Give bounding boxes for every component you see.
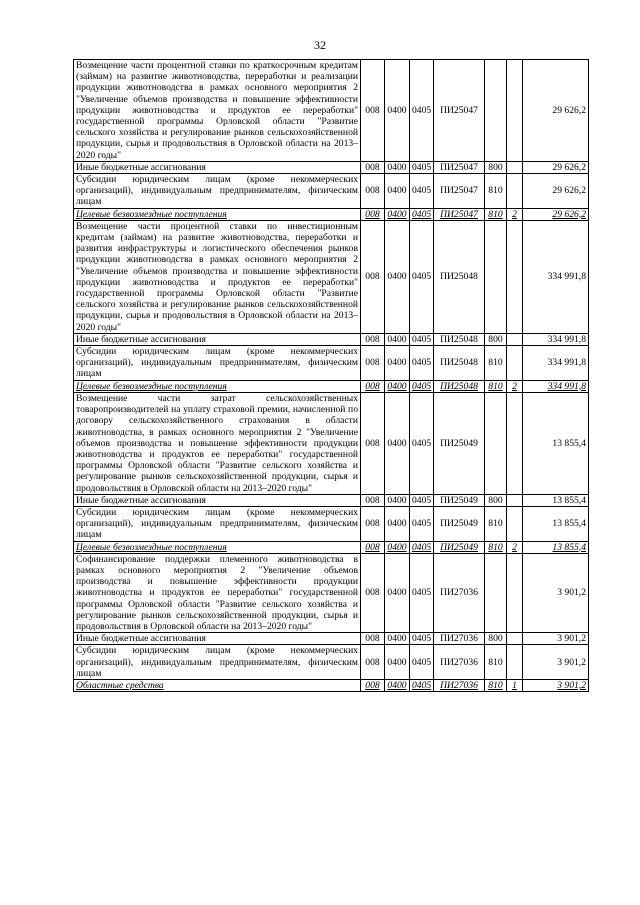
funding-source-code	[507, 220, 523, 333]
table-row	[74, 541, 589, 553]
ministry-code: 008	[361, 494, 385, 506]
section-code: 0400	[385, 346, 410, 381]
funding-source-code	[507, 633, 523, 645]
funding-source-code: 2	[507, 380, 523, 392]
row-description: Субсидии юридическим лицам (кроме некоммерческих организаций), индивидуальным предпринимателям, физическим лицам	[74, 645, 361, 680]
expense-type-code	[485, 60, 507, 162]
funding-source-code	[507, 494, 523, 506]
section-code: 0400	[385, 174, 410, 209]
target-article-code: ПИ25048	[434, 220, 485, 333]
funding-source-code: 2	[507, 208, 523, 220]
table-row	[74, 506, 589, 541]
amount-value: 3 901,2	[523, 679, 589, 691]
amount-value: 13 855,4	[523, 506, 589, 541]
subsection-code: 0405	[410, 208, 434, 220]
target-article-code: ПИ25049	[434, 506, 485, 541]
section-code: 0400	[385, 679, 410, 691]
amount-value: 3 901,2	[523, 553, 589, 632]
ministry-code: 008	[361, 633, 385, 645]
table-row	[74, 645, 589, 680]
table-row	[74, 346, 589, 381]
target-article-code: ПИ25048	[434, 333, 485, 345]
section-code: 0400	[385, 553, 410, 632]
funding-source-code	[507, 60, 523, 162]
funding-source-code	[507, 553, 523, 632]
row-description: Софинансирование поддержки племенного животноводства в рамках основного мероприятия 2 "Увеличение объемов производства и повышение эффективности продукции животноводства и продуктов ее переработки" государственной программы Орловской области "Развитие сельского хозяйства и регулирование рынков сельскохозяйственной продукции, сырья и продовольствия в Орловской области на 2013–2020 годы"	[74, 553, 361, 632]
amount-value: 29 626,2	[523, 161, 589, 173]
subsection-code: 0405	[410, 679, 434, 691]
target-article-code: ПИ25048	[434, 380, 485, 392]
subsection-code: 0405	[410, 506, 434, 541]
amount-value: 13 855,4	[523, 392, 589, 494]
row-description: Иные бюджетные ассигнования	[74, 633, 361, 645]
amount-value: 334 991,8	[523, 346, 589, 381]
expense-type-code: 810	[485, 645, 507, 680]
amount-value: 3 901,2	[523, 633, 589, 645]
target-article-code: ПИ27036	[434, 645, 485, 680]
amount-value: 29 626,2	[523, 60, 589, 162]
subsection-code: 0405	[410, 553, 434, 632]
table-row	[74, 174, 589, 209]
subsection-code: 0405	[410, 633, 434, 645]
amount-value: 334 991,8	[523, 380, 589, 392]
target-article-code: ПИ25047	[434, 60, 485, 162]
funding-source-code	[507, 392, 523, 494]
ministry-code: 008	[361, 60, 385, 162]
row-description: Возмещение части процентной ставки по краткосрочным кредитам (займам) на развитие животноводства, переработки и реализации продукции животноводства в рамках основного мероприятия 2 "Увеличение объемов производства и повышение эффективности продукции животноводства и продуктов ее переработки" государственной программы Орловской области "Развитие сельского хозяйства и регулирование рынков сельскохозяйственной продукции, сырья и продовольствия в Орловской области на 2013–2020 годы"	[74, 60, 361, 162]
funding-source-code: 2	[507, 541, 523, 553]
row-description: Иные бюджетные ассигнования	[74, 333, 361, 345]
row-description: Иные бюджетные ассигнования	[74, 494, 361, 506]
expense-type-code: 800	[485, 161, 507, 173]
subsection-code: 0405	[410, 60, 434, 162]
row-description: Субсидии юридическим лицам (кроме некоммерческих организаций), индивидуальным предпринимателям, физическим лицам	[74, 506, 361, 541]
expense-type-code: 810	[485, 174, 507, 209]
expense-type-code: 810	[485, 208, 507, 220]
section-code: 0400	[385, 506, 410, 541]
table-row	[74, 679, 589, 691]
table-row	[74, 553, 589, 632]
amount-value: 334 991,8	[523, 333, 589, 345]
section-code: 0400	[385, 380, 410, 392]
row-description: Субсидии юридическим лицам (кроме некоммерческих организаций), индивидуальным предпринимателям, физическим лицам	[74, 346, 361, 381]
row-description: Областные средства	[74, 679, 361, 691]
subsection-code: 0405	[410, 346, 434, 381]
ministry-code: 008	[361, 541, 385, 553]
row-description: Целевые безвозмездные поступления	[74, 541, 361, 553]
funding-source-code	[507, 506, 523, 541]
row-description: Целевые безвозмездные поступления	[74, 380, 361, 392]
row-description: Целевые безвозмездные поступления	[74, 208, 361, 220]
target-article-code: ПИ25049	[434, 494, 485, 506]
expense-type-code	[485, 392, 507, 494]
subsection-code: 0405	[410, 494, 434, 506]
ministry-code: 008	[361, 679, 385, 691]
section-code: 0400	[385, 392, 410, 494]
table-row	[74, 494, 589, 506]
row-description: Субсидии юридическим лицам (кроме некоммерческих организаций), индивидуальным предпринимателям, физическим лицам	[74, 174, 361, 209]
section-code: 0400	[385, 333, 410, 345]
ministry-code: 008	[361, 346, 385, 381]
table-row	[74, 392, 589, 494]
expense-type-code: 810	[485, 679, 507, 691]
section-code: 0400	[385, 220, 410, 333]
target-article-code: ПИ25047	[434, 161, 485, 173]
table-row	[74, 633, 589, 645]
budget-table-body	[74, 60, 589, 692]
expense-type-code	[485, 553, 507, 632]
amount-value: 29 626,2	[523, 174, 589, 209]
subsection-code: 0405	[410, 333, 434, 345]
subsection-code: 0405	[410, 174, 434, 209]
expense-type-code: 810	[485, 541, 507, 553]
subsection-code: 0405	[410, 645, 434, 680]
amount-value: 334 991,8	[523, 220, 589, 333]
funding-source-code	[507, 346, 523, 381]
subsection-code: 0405	[410, 541, 434, 553]
expense-type-code: 810	[485, 380, 507, 392]
expense-type-code: 810	[485, 506, 507, 541]
target-article-code: ПИ27036	[434, 633, 485, 645]
page-number: 32	[314, 38, 326, 52]
row-description: Иные бюджетные ассигнования	[74, 161, 361, 173]
table-row	[74, 161, 589, 173]
amount-value: 13 855,4	[523, 541, 589, 553]
ministry-code: 008	[361, 506, 385, 541]
funding-source-code	[507, 161, 523, 173]
subsection-code: 0405	[410, 161, 434, 173]
target-article-code: ПИ25049	[434, 392, 485, 494]
amount-value: 3 901,2	[523, 645, 589, 680]
expense-type-code	[485, 220, 507, 333]
section-code: 0400	[385, 633, 410, 645]
row-description: Возмещение части процентной ставки по инвестиционным кредитам (займам) на развитие животноводства, переработки и развития инфраструктуры и логистического обеспечения рынков продукции животноводства в рамках основного мероприятия 2 "Увеличение объемов производства и повышение эффективности продукции животноводства и продуктов ее переработки" государственной программы Орловской области "Развитие сельского хозяйства и регулирование рынков сельскохозяйственной продукции, сырья и продовольствия в Орловской области на 2013–2020 годы"	[74, 220, 361, 333]
section-code: 0400	[385, 208, 410, 220]
subsection-code: 0405	[410, 392, 434, 494]
table-row	[74, 60, 589, 162]
section-code: 0400	[385, 541, 410, 553]
section-code: 0400	[385, 60, 410, 162]
subsection-code: 0405	[410, 380, 434, 392]
section-code: 0400	[385, 494, 410, 506]
target-article-code: ПИ25047	[434, 174, 485, 209]
target-article-code: ПИ27036	[434, 679, 485, 691]
ministry-code: 008	[361, 161, 385, 173]
funding-source-code	[507, 645, 523, 680]
target-article-code: ПИ27036	[434, 553, 485, 632]
target-article-code: ПИ25048	[434, 346, 485, 381]
expense-type-code: 800	[485, 333, 507, 345]
table-row	[74, 333, 589, 345]
budget-table	[73, 59, 589, 692]
expense-type-code: 810	[485, 346, 507, 381]
target-article-code: ПИ25047	[434, 208, 485, 220]
ministry-code: 008	[361, 380, 385, 392]
target-article-code: ПИ25049	[434, 541, 485, 553]
ministry-code: 008	[361, 645, 385, 680]
funding-source-code: 1	[507, 679, 523, 691]
section-code: 0400	[385, 161, 410, 173]
ministry-code: 008	[361, 392, 385, 494]
ministry-code: 008	[361, 174, 385, 209]
ministry-code: 008	[361, 208, 385, 220]
funding-source-code	[507, 174, 523, 209]
table-row	[74, 208, 589, 220]
ministry-code: 008	[361, 333, 385, 345]
ministry-code: 008	[361, 553, 385, 632]
row-description: Возмещение части затрат сельскохозяйственных товаропроизводителей на уплату страховой премии, начисленной по договору сельскохозяйственного страхования в области животноводства, в рамках основного мероприятия 2 "Увеличение объемов производства и повышение эффективности продукции животноводства и продуктов ее переработки" государственной программы Орловской области "Развитие сельского хозяйства и регулирование рынков сельскохозяйственной продукции, сырья и продовольствия в Орловской области на 2013–2020 годы"	[74, 392, 361, 494]
expense-type-code: 800	[485, 633, 507, 645]
section-code: 0400	[385, 645, 410, 680]
table-row	[74, 220, 589, 333]
expense-type-code: 800	[485, 494, 507, 506]
funding-source-code	[507, 333, 523, 345]
amount-value: 13 855,4	[523, 494, 589, 506]
amount-value: 29 626,2	[523, 208, 589, 220]
ministry-code: 008	[361, 220, 385, 333]
table-row	[74, 380, 589, 392]
subsection-code: 0405	[410, 220, 434, 333]
